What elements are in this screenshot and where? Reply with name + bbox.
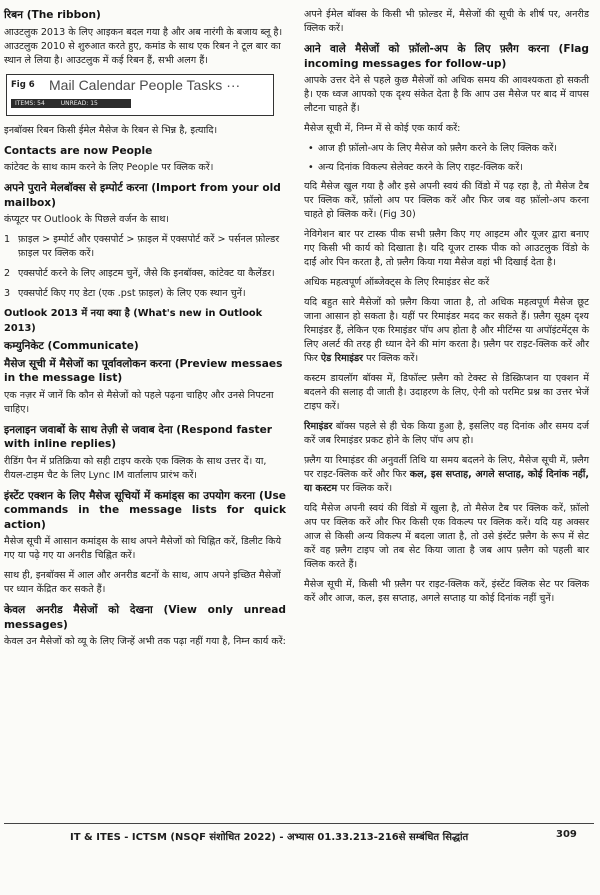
ribbon-text: आउटलुक 2013 के लिए आइकन बदल गया है और अब नारंगी के बजाय ब्लू है। आउटलुक 2010 से शुरुआत करते हुए, कमांड के साथ एक रिबन ने टूल बार का स्थान ले लिया है। आउटलुक में कई रिबन हैं, सभी अलग हैं।	[4, 26, 283, 66]
preview-text: एक नज़र में जानें कि कौन से मैसेजों को पहले पढ़ना चाहिए और उनसे निपटना चाहिए।	[4, 389, 274, 415]
unread-click-text: अपने ईमेल बॉक्स के किसी भी फ़ोल्डर में, मैसेजों की सूची के शीर्ष पर, अनरीड क्लिक करें।	[304, 9, 589, 34]
list-item: 1 फ़ाइल > इम्पोर्ट और एक्सपोर्ट > फ़ाइल में एक्सपोर्ट करें > पर्सनल फ़ोल्डर फ़ाइल पर क्लिक करें।	[4, 234, 280, 259]
left-column	[4, 8, 286, 655]
flag-window-text: यदि मैसेज खुल गया है और इसे अपनी स्वयं की विंडो में पढ़ रहा है, तो मैसेज टैब पर क्लिक करें, फ़ॉलो अप पर क्लिक करें और फिर जब वह फ़ॉलो-अप करना चाहते हो क्लिक करें। (Fig 30)	[304, 181, 589, 220]
ribbon-heading: रिबन (The ribbon)	[4, 9, 101, 21]
list-item: 3 एक्सपोर्ट किए गए डेटा (एक .pst फ़ाइल) के लिए एक स्थान चुनें।	[4, 288, 246, 299]
instant-click-text: मैसेज सूची में, किसी भी फ़्लैग पर राइट-क्लिक करें, इंस्टेंट क्लिक सेट पर क्लिक करें और आज, कल, इस सप्ताह, अगले सप्ताह या कोई दिनांक नहीं चुनें।	[304, 579, 589, 604]
commands-text-1: मैसेज सूची में आसान कमांड्स के साथ अपने मैसेजों को चिह्नित करें, डिलीट किये गए या पढ़े गए या अनरीड चिह्नित करें।	[4, 536, 282, 561]
commands-text-2: साथ ही, इनबॉक्स में आल और अनरीड बटनों के साथ, आप अपने इच्छित मैसेजों पर ध्यान केंद्रित कर सकते हैं।	[4, 570, 281, 595]
import-steps	[4, 233, 286, 301]
figure-6	[6, 74, 274, 116]
tab-tasks: Tasks	[186, 76, 223, 93]
flag-options-list	[304, 142, 589, 175]
inline-text: रीडिंग पैन में प्रतिक्रिया को सही टाइप करके एक क्लिक के साथ उत्तर दें। या, रीयल-टाइम चैट के लिए Lync IM वार्तालाप प्रारंभ करें।	[4, 455, 267, 481]
bullet-icon: •	[308, 143, 314, 154]
custom-dialog-text: कस्टम डायलॉग बॉक्स में, डिफॉल्ट फ़्लैग को टेक्स्ट से डिस्क्रिप्शन या एक्शन में बदलने की सलाह दी जाती है। उदाहरण के लिए, ऐनी को परमिट प्रश्न का उत्तर भेजें टाइप करें।	[304, 373, 589, 412]
page-number: 309	[556, 829, 577, 840]
tab-mail: Mail	[49, 76, 75, 93]
status-items: ITEMS: 54	[15, 99, 45, 107]
preview-heading: मैसेज सूची में मैसेजों का पूर्वावलोकन करना (Preview messaes in the message list)	[4, 357, 283, 384]
figure-label: Fig 6	[11, 79, 35, 90]
more-icon: ···	[226, 76, 241, 93]
change-date-text: फ़्लैग या रिमाइंडर की अनुवर्ती तिथि या समय बदलने के लिए, मैसेज सूची में, फ़्लैग पर राइट-क्लिक करें और फिर कल, इस सप्ताह, अगले सप्ताह, कोई दिनांक नहीं, या कस्टम पर क्लिक करें।	[304, 455, 589, 494]
import-intro: कंप्यूटर पर Outlook के पिछले वर्जन के साथ।	[4, 214, 170, 225]
status-unread: UNREAD: 15	[60, 99, 98, 107]
right-column	[304, 8, 589, 612]
contacts-text: कांटेक्ट के साथ काम करने के लिए People पर क्लिक करें।	[4, 162, 214, 173]
unread-heading: केवल अनरीड मैसेजों को देखना (View only unread messages)	[4, 604, 286, 631]
reminder-heading: अधिक महत्वपूर्ण ऑब्जेक्ट्स के लिए रिमाइंडर सेट करें	[304, 277, 490, 288]
status-bar	[11, 99, 131, 108]
tab-calendar: Calendar	[78, 76, 136, 93]
list-item: • अन्य दिनांक विकल्प सेलेक्ट करने के लिए राइट-क्लिक करें।	[304, 161, 589, 175]
inbox-ribbon-text: इनबॉक्स रिबन किसी ईमेल मैसेज के रिबन से भिन्न है, इत्यादि।	[4, 124, 218, 136]
footer-title: IT & ITES - ICTSM (NSQF संशोधित 2022) - अभ्यास 01.33.213-216से सम्बंधित सिद्धांत	[70, 832, 469, 843]
list-item: • आज ही फ़ॉलो-अप के लिए मैसेज को फ़्लैग करने के लिए क्लिक करें।	[304, 142, 589, 156]
footer-divider	[4, 823, 594, 824]
outlook-nav-tabs	[49, 78, 240, 92]
date-options-term: कल, इस सप्ताह, अगले सप्ताह, कोई दिनांक नहीं, या कस्टम	[304, 469, 589, 494]
unread-text: केवल उन मैसेजों को व्यू के लिए जिन्हें अभी तक पढ़ा नहीं गया है, निम्न कार्य करें:	[4, 636, 286, 647]
inline-heading: इनलाइन जवाबों के साथ तेज़ी से जवाब देना (Respond faster with inline replies)	[4, 423, 272, 450]
bullet-icon: •	[308, 162, 314, 173]
flag-heading: आने वाले मैसेजों को फ़ॉलो-अप के लिए फ़्लैग करना (Flag incoming messages for follow-up)	[304, 43, 589, 70]
flag-text: आपके उत्तर देने से पहले कुछ मैसेजों को अधिक समय की आवश्यकता हो सकती है। एक ध्वज आपको एक दृश्य संकेत देता है कि आप उस मैसेज पर बाद में वापस लौटना चाहते हैं।	[304, 75, 589, 114]
reminder-term: रिमाइंडर	[304, 421, 333, 432]
task-peek-text: नेविगेशन बार पर टास्क पीक सभी फ़्लैग किए गए आइटम और यूजर द्वारा बनाए गए किसी भी कार्य को दिखाता है। यदि यूजर टास्क पीक को आउटलुक विंडो के दाईं ओर पिन करता है, तो फ़्लैग किया गया मैसेज वहां भी दिखाई देता है।	[304, 229, 589, 268]
whats-new-heading: Outlook 2013 में नया क्या है (What's new in Outlook 2013)	[4, 308, 263, 334]
commands-heading: इंस्टेंट एक्शन के लिए मैसेज सूचियों में कमांड्स का उपयोग करना (Use commands in the message lists for quick action)	[4, 489, 286, 531]
communicate-heading: कम्युनिकेट (Communicate)	[4, 340, 139, 352]
import-heading: अपने पुराने मेलबॉक्स से इम्पोर्ट करना (Import from your old mailbox)	[4, 182, 281, 209]
contacts-heading: Contacts are now People	[4, 144, 153, 157]
list-item: 2 एक्सपोर्ट करने के लिए आइटम चुनें, जैसे कि इनबॉक्स, कांटेक्ट या कैलेंडर।	[4, 268, 275, 279]
own-window-text: यदि मैसेज अपनी स्वयं की विंडो में खुला है, तो मैसेज टैब पर क्लिक करें, फ़ॉलो अप पर क्लिक करें और फिर किसी एक विकल्प पर क्लिक करें। यदि यह अक्सर आज से किसी अन्य विकल्प में बदला जाता है, तो उसे इंस्टेंट फ़्लैग के रूप में सेट करें वह फ़्लैग टाइप जो तब सेट किया जाता है जब आप फ़्लैग को पहली बार क्लिक करते हैं।	[304, 503, 589, 570]
flag-list-intro: मैसेज सूची में, निम्न में से कोई एक कार्य करें:	[304, 123, 461, 134]
add-reminder-term: ऐड रिमाइंडर	[320, 353, 364, 364]
reminder-box-text: रिमाइंडर बॉक्स पहले से ही चेक किया हुआ है, इसलिए वह दिनांक और समय दर्ज करें जब रिमाइंडर प्रकट होने के लिए पॉप अप हो।	[304, 421, 589, 446]
reminder-text: यदि बहुत सारे मैसेजों को फ़्लैग किया जाता है, तो अधिक महत्वपूर्ण मैसेज छूट जाना आसान हो सकता है। यहीं पर रिमाइंडर मदद कर सकते हैं। फ़्लैग सूक्ष्म दृश्य रिमाइंडर हैं, लेकिन एक रिमाइंडर पॉप अप होता है और मीटिंग्स या अपॉइंटमेंट्स के लिए अलर्ट की तरह ही ध्यान देने की मांग करता है। फ़्लैग पर राइट-क्लिक करें और फिर ऐड रिमाइंडर पर क्लिक करें।	[304, 297, 589, 364]
tab-people: People	[139, 76, 183, 93]
